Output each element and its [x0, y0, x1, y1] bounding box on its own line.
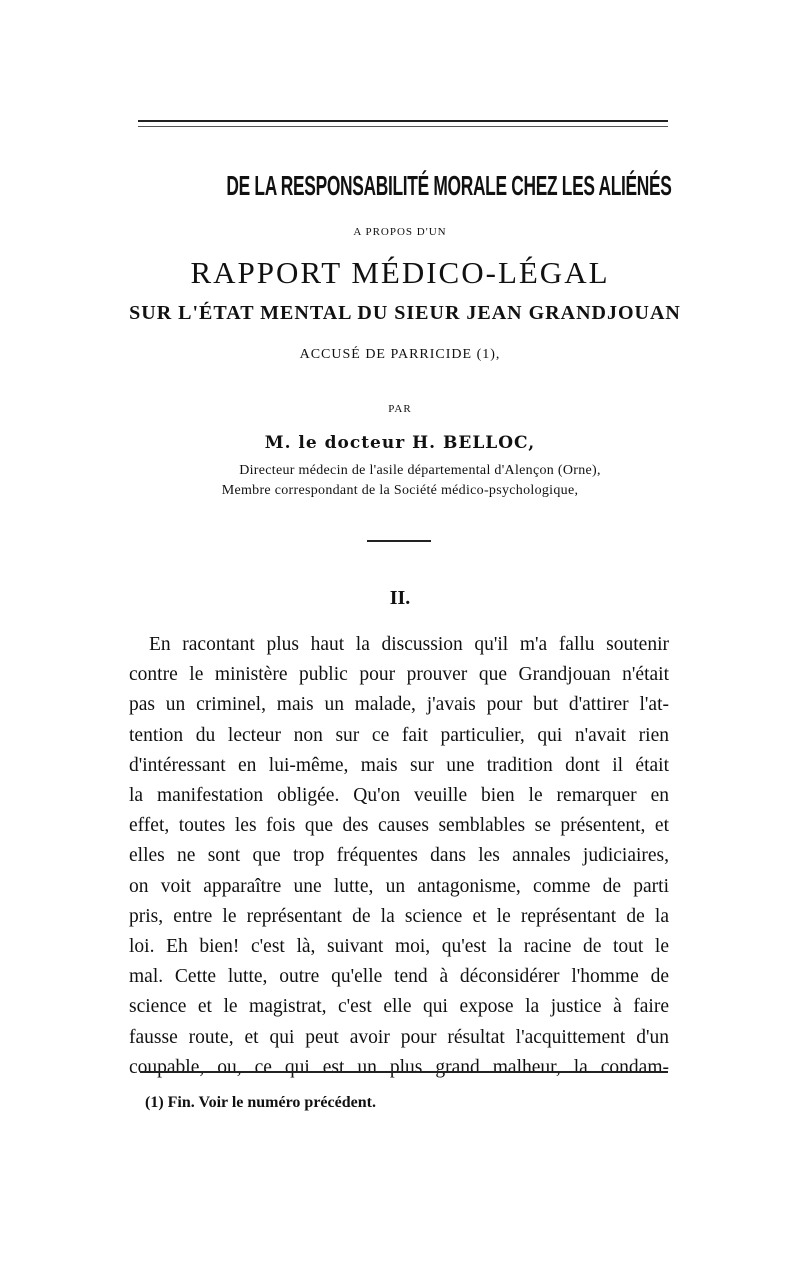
body-line: En racontant plus haut la discussion qu'il m'a fallu soutenir	[149, 634, 669, 655]
subtitle-accusation: ACCUSÉ DE PARRICIDE (1),	[299, 347, 501, 362]
footnote: (1) Fin. Voir le numéro précédent.	[145, 1094, 376, 1111]
section-divider	[367, 540, 431, 542]
body-line: loi. Eh bien! c'est là, suivant moi, qu'est la racine de tout le	[129, 936, 669, 958]
body-line: fausse route, et qui peut avoir pour résultat l'acquittement d'un	[129, 1026, 669, 1048]
body-line: d'intéressant en lui-même, mais sur une tradition dont il était	[129, 754, 669, 776]
body-line: pris, entre le représentant de la science et le représentant de la	[129, 905, 669, 927]
subtitle-subject: SUR L'ÉTAT MENTAL DU SIEUR JEAN GRANDJOUAN	[129, 302, 681, 324]
byline-par: PAR	[388, 403, 412, 415]
body-line: elles ne sont que trop fréquentes dans les annales judiciaires,	[129, 845, 669, 867]
body-line: effet, toutes les fois que des causes semblables se présentent, et	[129, 815, 669, 837]
body-line: la manifestation obligée. Qu'on veuille bien le remarquer en	[129, 785, 669, 807]
article-title: DE LA RESPONSABILITÉ MORALE CHEZ LES ALIÉNÉS	[226, 170, 672, 201]
subtitle-apropos: A PROPOS D'UN	[353, 226, 447, 238]
body-line: pas un criminel, mais un malade, j'avais pour but d'attirer l'at-	[129, 694, 669, 716]
body-line: mal. Cette lutte, outre qu'elle tend à déconsidérer l'homme de	[129, 966, 669, 988]
author-affiliation-2: Membre correspondant de la Société médico-psychologique,	[221, 483, 579, 498]
body-line: tention du lecteur non sur ce fait particulier, qui n'avait rien	[129, 724, 669, 746]
subtitle-rapport: RAPPORT MÉDICO-LÉGAL	[190, 255, 610, 290]
author-name: M. le docteur H. BELLOC,	[264, 433, 536, 453]
body-line: science et le magistrat, c'est elle qui expose la justice à faire	[129, 996, 669, 1018]
author-affiliation-1: Directeur médecin de l'asile départemental d'Alençon (Orne),	[239, 463, 601, 478]
body-paragraph	[129, 630, 669, 1083]
body-line: on voit apparaître une lutte, un antagonisme, comme de parti	[129, 875, 669, 897]
body-line: contre le ministère public pour prouver que Grandjouan n'était	[129, 664, 669, 686]
body-line: coupable, ou, ce qui est un plus grand malheur, la condam-	[129, 1056, 669, 1078]
section-number: II.	[389, 587, 411, 609]
top-double-rule	[138, 120, 668, 122]
footnote-rule	[140, 1071, 668, 1073]
top-double-rule-inner	[138, 126, 668, 127]
